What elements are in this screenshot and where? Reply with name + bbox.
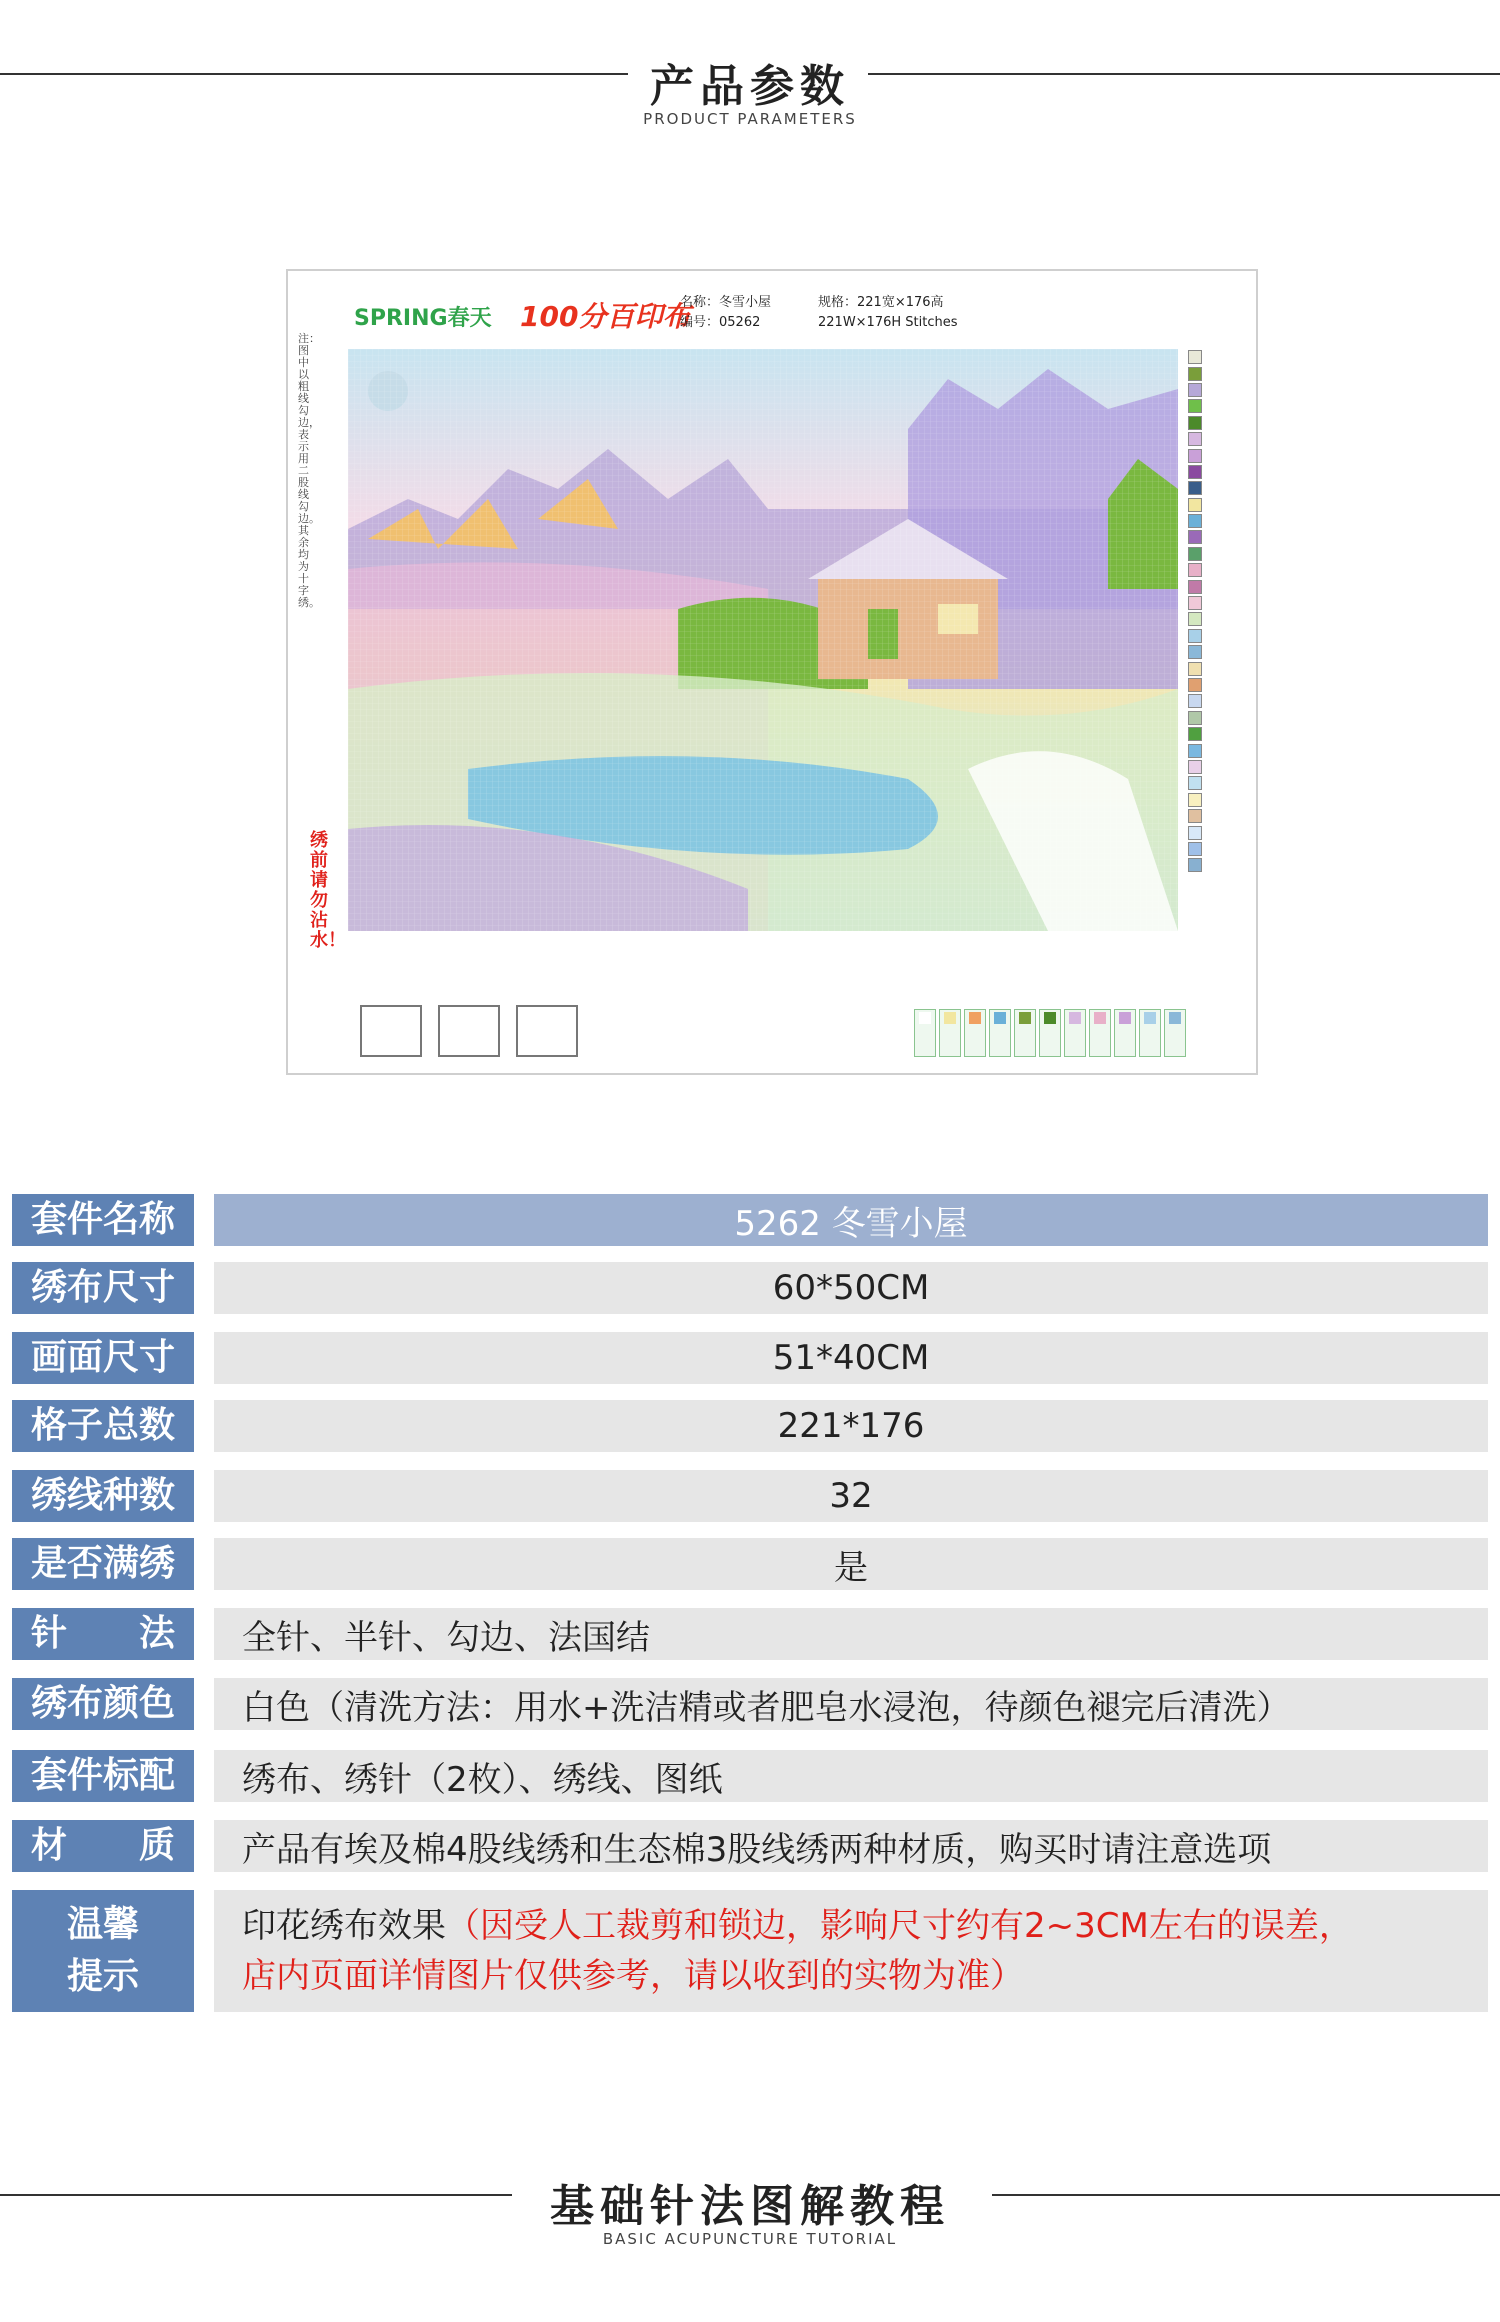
legend-swatch: [1188, 645, 1202, 659]
legend-swatch: [1188, 514, 1202, 528]
bottom-legend-cell: [939, 1009, 961, 1057]
pattern-sheet: [286, 269, 1258, 1075]
legend-row: [1188, 464, 1244, 480]
stitch-icons: [360, 1005, 578, 1057]
legend-row: [1188, 841, 1244, 857]
legend-swatch: [1188, 465, 1202, 479]
row-value: 白色（清洗方法：用水+洗洁精或者肥皂水浸泡，待颜色褪完后清洗）: [214, 1678, 1488, 1730]
bottom-legend-swatch: [969, 1012, 981, 1024]
tip-red-text-1: （因受人工裁剪和锁边，影响尺寸约有2~3CM左右的误差，: [446, 1906, 1353, 1946]
row-label: 针 法: [12, 1608, 194, 1660]
legend-swatch: [1188, 629, 1202, 643]
legend-row: [1188, 513, 1244, 529]
legend-row: [1188, 349, 1244, 365]
legend-swatch: [1188, 662, 1202, 676]
row-value: 51*40CM: [214, 1332, 1488, 1384]
row-value: 221*176: [214, 1400, 1488, 1452]
bottom-legend-swatch: [1019, 1012, 1031, 1024]
legend-swatch: [1188, 416, 1202, 430]
legend-row: [1188, 857, 1244, 873]
legend-swatch: [1188, 596, 1202, 610]
row-label: 套件标配: [12, 1750, 194, 1802]
tip-red-text-2: 店内页面详情图片仅供参考，请以收到的实物为准）: [242, 1956, 1024, 1996]
legend-row: [1188, 365, 1244, 381]
table-row: [12, 1820, 1488, 1872]
legend-row: [1188, 431, 1244, 447]
section-header-parameters: [0, 40, 1500, 140]
pattern-name-code: [680, 293, 771, 333]
legend-swatch: [1188, 858, 1202, 872]
legend-swatch: [1188, 727, 1202, 741]
legend-swatch: [1188, 563, 1202, 577]
pattern-warning: 绣前请勿沾水！: [310, 830, 346, 951]
table-row: [12, 1262, 1488, 1314]
table-row: [12, 1470, 1488, 1522]
legend-row: [1188, 546, 1244, 562]
full-stitch-icon: [360, 1005, 422, 1057]
legend-swatch: [1188, 350, 1202, 364]
legend-swatch: [1188, 383, 1202, 397]
legend-row: [1188, 775, 1244, 791]
legend-row: [1188, 726, 1244, 742]
pattern-code: 编号：05262: [680, 315, 761, 330]
tip-black-text: 印花绣布效果: [242, 1906, 446, 1946]
bottom-legend-swatch: [919, 1012, 931, 1024]
backstitch-icon: [516, 1005, 578, 1057]
table-row: [12, 1332, 1488, 1384]
row-value: 产品有埃及棉4股线绣和生态棉3股线绣两种材质，购买时请注意选项: [214, 1820, 1488, 1872]
legend-swatch: [1188, 809, 1202, 823]
bottom-legend-cell: [1164, 1009, 1186, 1057]
legend-row: [1188, 677, 1244, 693]
legend-row: [1188, 628, 1244, 644]
legend-row: [1188, 562, 1244, 578]
bottom-legend-swatch: [1169, 1012, 1181, 1024]
table-row-tip: [12, 1890, 1488, 2012]
bottom-legend-cell: [1139, 1009, 1161, 1057]
legend-swatch: [1188, 498, 1202, 512]
bottom-legend-swatch: [944, 1012, 956, 1024]
legend-row: [1188, 693, 1244, 709]
legend-swatch: [1188, 432, 1202, 446]
bottom-legend-cell: [989, 1009, 1011, 1057]
table-row: [12, 1194, 1488, 1246]
legend-swatch: [1188, 547, 1202, 561]
legend-swatch: [1188, 530, 1202, 544]
bottom-color-legend: [914, 1009, 1194, 1061]
bottom-legend-swatch: [994, 1012, 1006, 1024]
legend-row: [1188, 644, 1244, 660]
legend-swatch: [1188, 842, 1202, 856]
bottom-legend-cell: [1114, 1009, 1136, 1057]
row-label: 绣布颜色: [12, 1678, 194, 1730]
tip-value: [214, 1890, 1488, 2012]
row-label: 格子总数: [12, 1400, 194, 1452]
legend-row: [1188, 497, 1244, 513]
row-label: 画面尺寸: [12, 1332, 194, 1384]
legend-swatch: [1188, 744, 1202, 758]
tip-label-line2: 提示: [66, 1956, 139, 1997]
legend-row: [1188, 578, 1244, 594]
legend-row: [1188, 611, 1244, 627]
section-title: 产品参数: [650, 61, 850, 112]
pattern-name: 名称：冬雪小屋: [680, 295, 772, 310]
row-label: 绣布尺寸: [12, 1262, 194, 1314]
row-value: 5262 冬雪小屋: [214, 1194, 1488, 1246]
pattern-vertical-note: 注：图中以粗线勾边，表示用二股线勾边。其余均为十字绣。: [298, 332, 320, 609]
pattern-artwork: [348, 349, 1178, 931]
legend-row: [1188, 808, 1244, 824]
legend-row: [1188, 792, 1244, 808]
legend-swatch: [1188, 711, 1202, 725]
table-row: [12, 1400, 1488, 1452]
brand-spring-logo: SPRING春天: [354, 306, 492, 331]
row-label: 是否满绣: [12, 1538, 194, 1590]
row-label: 绣线种数: [12, 1470, 194, 1522]
legend-swatch: [1188, 612, 1202, 626]
table-row: [12, 1608, 1488, 1660]
row-value: 是: [214, 1538, 1488, 1590]
section-subtitle: BASIC ACUPUNCTURE TUTORIAL: [602, 2230, 898, 2248]
legend-swatch: [1188, 481, 1202, 495]
legend-row: [1188, 398, 1244, 414]
section-subtitle: PRODUCT PARAMETERS: [643, 110, 857, 128]
legend-row: [1188, 382, 1244, 398]
tip-line1: [242, 1901, 1353, 1951]
row-label: 材 质: [12, 1820, 194, 1872]
bottom-legend-cell: [914, 1009, 936, 1057]
pattern-spec-size: 规格：221宽×176高: [818, 295, 944, 310]
row-value: 绣布、绣针（2枚）、绣线、图纸: [214, 1750, 1488, 1802]
half-stitch-icon: [438, 1005, 500, 1057]
legend-swatch: [1188, 580, 1202, 594]
row-value: 60*50CM: [214, 1262, 1488, 1314]
bottom-legend-swatch: [1144, 1012, 1156, 1024]
bottom-legend-swatch: [1094, 1012, 1106, 1024]
pattern-spec-stitches: 221W×176H Stitches: [818, 315, 958, 330]
legend-row: [1188, 595, 1244, 611]
bottom-legend-cell: [964, 1009, 986, 1057]
legend-swatch: [1188, 399, 1202, 413]
legend-swatch: [1188, 760, 1202, 774]
color-legend: [1188, 349, 1244, 905]
table-row: [12, 1678, 1488, 1730]
legend-swatch: [1188, 694, 1202, 708]
bottom-legend-cell: [1039, 1009, 1061, 1057]
legend-row: [1188, 447, 1244, 463]
bottom-legend-cell: [1089, 1009, 1111, 1057]
bottom-legend-cell: [1064, 1009, 1086, 1057]
bottom-legend-cell: [1014, 1009, 1036, 1057]
tip-label-line1: 温馨: [66, 1904, 139, 1945]
legend-row: [1188, 660, 1244, 676]
legend-swatch: [1188, 826, 1202, 840]
bottom-legend-swatch: [1119, 1012, 1131, 1024]
row-value: 32: [214, 1470, 1488, 1522]
bottom-legend-swatch: [1069, 1012, 1081, 1024]
table-row: [12, 1750, 1488, 1802]
table-row: [12, 1538, 1488, 1590]
row-label: 套件名称: [12, 1194, 194, 1246]
legend-row: [1188, 415, 1244, 431]
legend-swatch: [1188, 793, 1202, 807]
legend-swatch: [1188, 776, 1202, 790]
brand-100-logo: 100分百印布: [520, 300, 691, 333]
legend-swatch: [1188, 367, 1202, 381]
legend-row: [1188, 710, 1244, 726]
legend-row: [1188, 742, 1244, 758]
legend-row: [1188, 480, 1244, 496]
legend-swatch: [1188, 678, 1202, 692]
legend-row: [1188, 529, 1244, 545]
section-title: 基础针法图解教程: [550, 2181, 950, 2232]
pattern-spec: [818, 293, 958, 333]
legend-row: [1188, 759, 1244, 775]
tip-label: [12, 1890, 194, 2012]
legend-row: [1188, 824, 1244, 840]
section-header-tutorial: [0, 2162, 1500, 2262]
row-value: 全针、半针、勾边、法国结: [214, 1608, 1488, 1660]
legend-swatch: [1188, 449, 1202, 463]
bottom-legend-swatch: [1044, 1012, 1056, 1024]
